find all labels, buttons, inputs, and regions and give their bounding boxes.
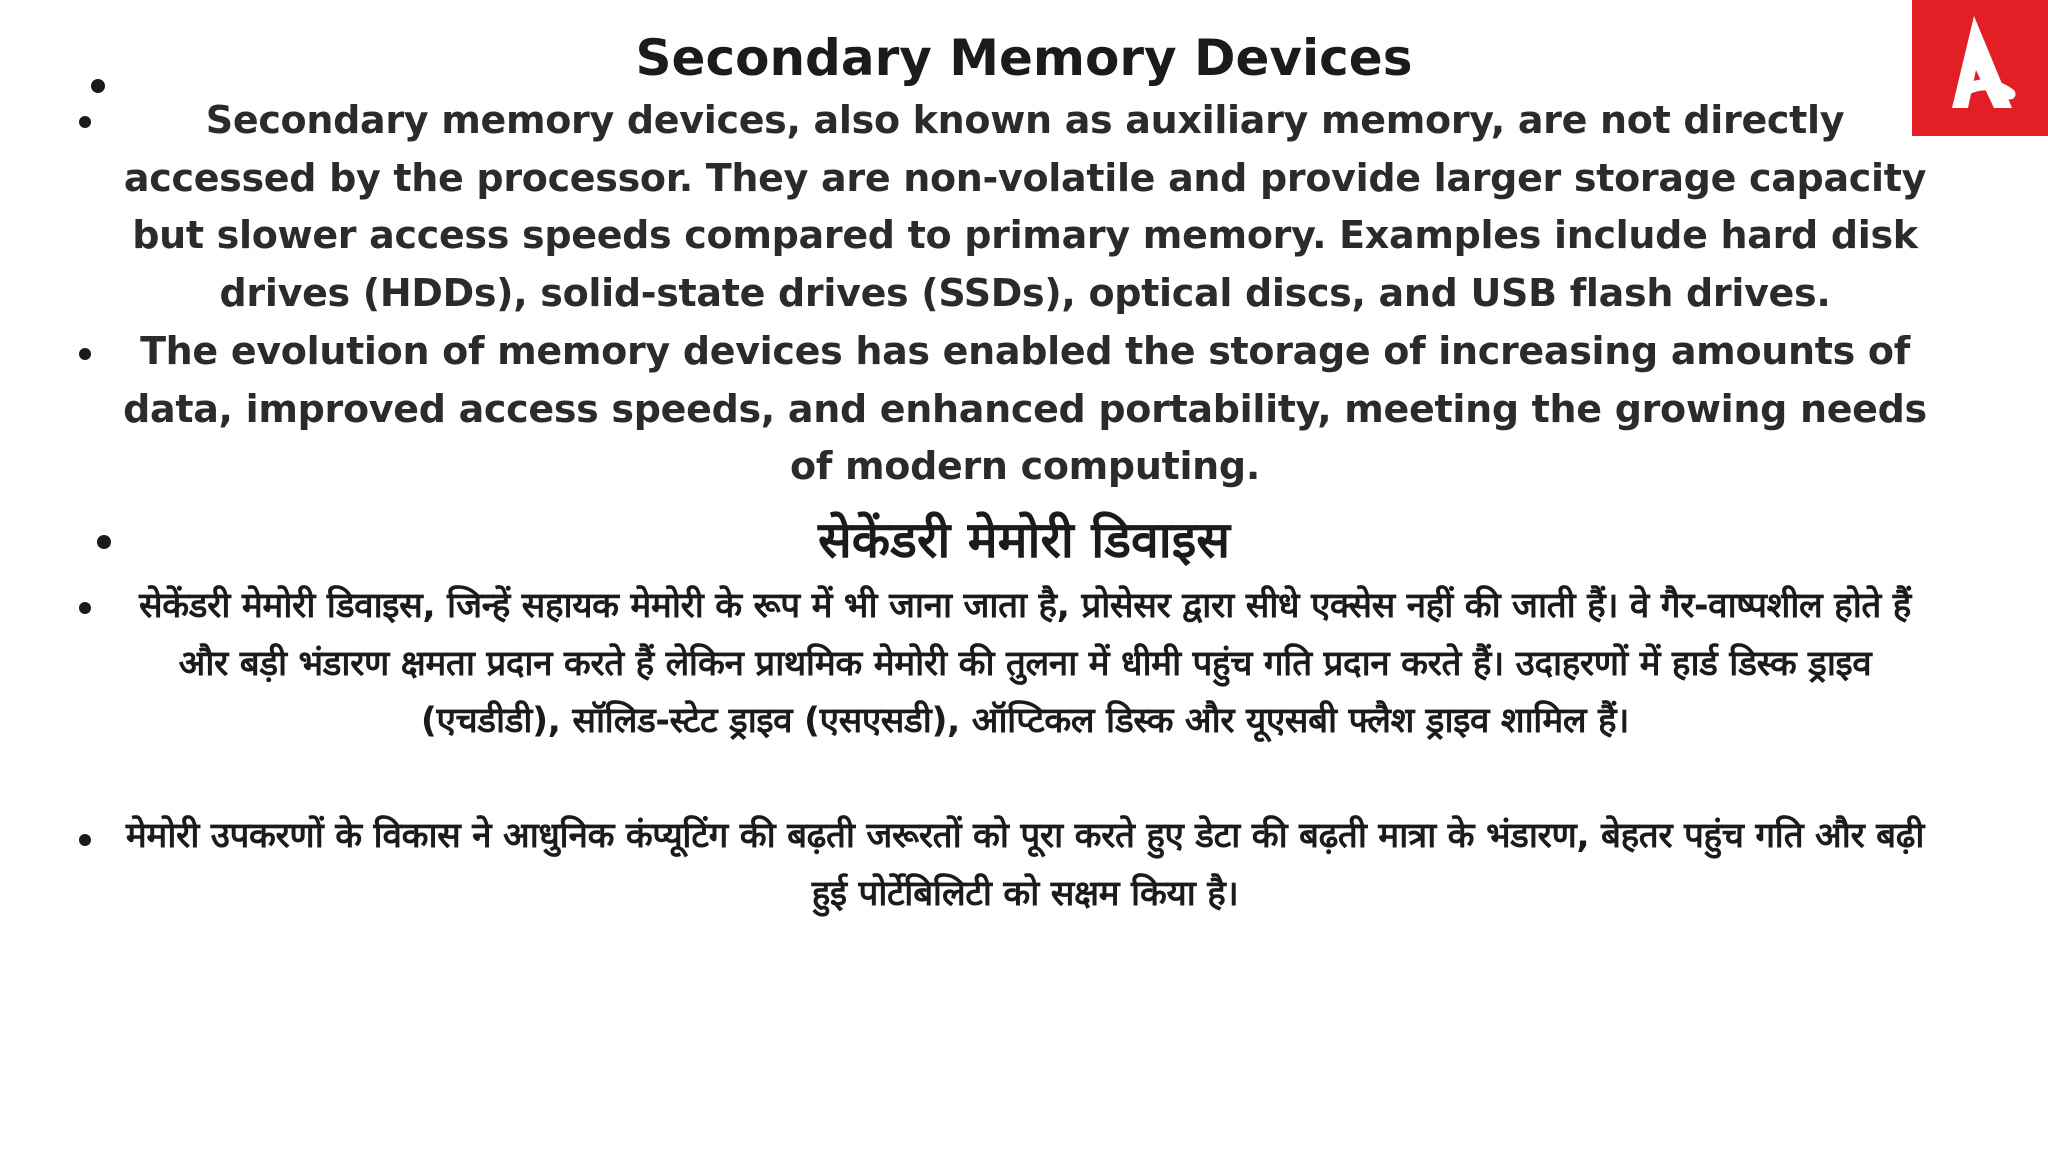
hindi-bullet-text: सेकेंडरी मेमोरी डिवाइस, जिन्हें सहायक मेमोरी के रूप में भी जाना जाता है, प्रोसेसर द्वारा सीधे एक्सेस नहीं की जाती हैं। वे गैर-वाष्पशील होते हैं और बड़ी भंडारण क्षमता प्रदान करते हैं लेकिन प्राथमिक मेमोरी की तुलना में धीमी पहुंच गति प्रदान करते हैं। उदाहरणों में हार्ड डिस्क ड्राइव (एचडीडी), सॉलिड-स्टेट ड्राइव (एसएसडी), ऑप्टिकल डिस्क और यूएसबी फ्लैश ड्राइव शामिल हैं। — [139, 586, 1911, 741]
english-heading-text: Secondary Memory Devices — [635, 29, 1413, 87]
english-bullet-text: Secondary memory devices, also known as auxiliary memory, are not directly accessed by the processor. They are non-volatile and provide larger storage capacity but slower access speeds compared to primary memory. Examples include hard disk drives (HDDs), solid-state drives (SSDs), optical discs, and USB flash drives. — [123, 98, 1927, 315]
hindi-heading-text: सेकेंडरी मेमोरी डिवाइस — [817, 511, 1231, 569]
hindi-bullet-text: मेमोरी उपकरणों के विकास ने आधुनिक कंप्यूटिंग की बढ़ती जरूरतों को पूरा करते हुए डेटा की बढ़ती मात्रा के भंडारण, बेहतर पहुंच गति और बढ़ी हुई पोर्टेबिलिटी को सक्षम किया है। — [125, 816, 1925, 914]
bullet-icon — [79, 116, 91, 128]
hindi-section-heading — [0, 505, 2048, 575]
bullet-icon — [79, 834, 91, 846]
english-section-heading — [0, 26, 2048, 90]
bullet-icon — [97, 535, 111, 549]
bullet-icon — [79, 348, 91, 360]
bullet-icon — [91, 79, 105, 93]
english-bullet-text: The evolution of memory devices has enabled the storage of increasing amounts of data, improved access speeds, and enhanced portability, meeting the growing needs of modern computing. — [123, 329, 1927, 488]
bullet-icon — [79, 602, 91, 614]
